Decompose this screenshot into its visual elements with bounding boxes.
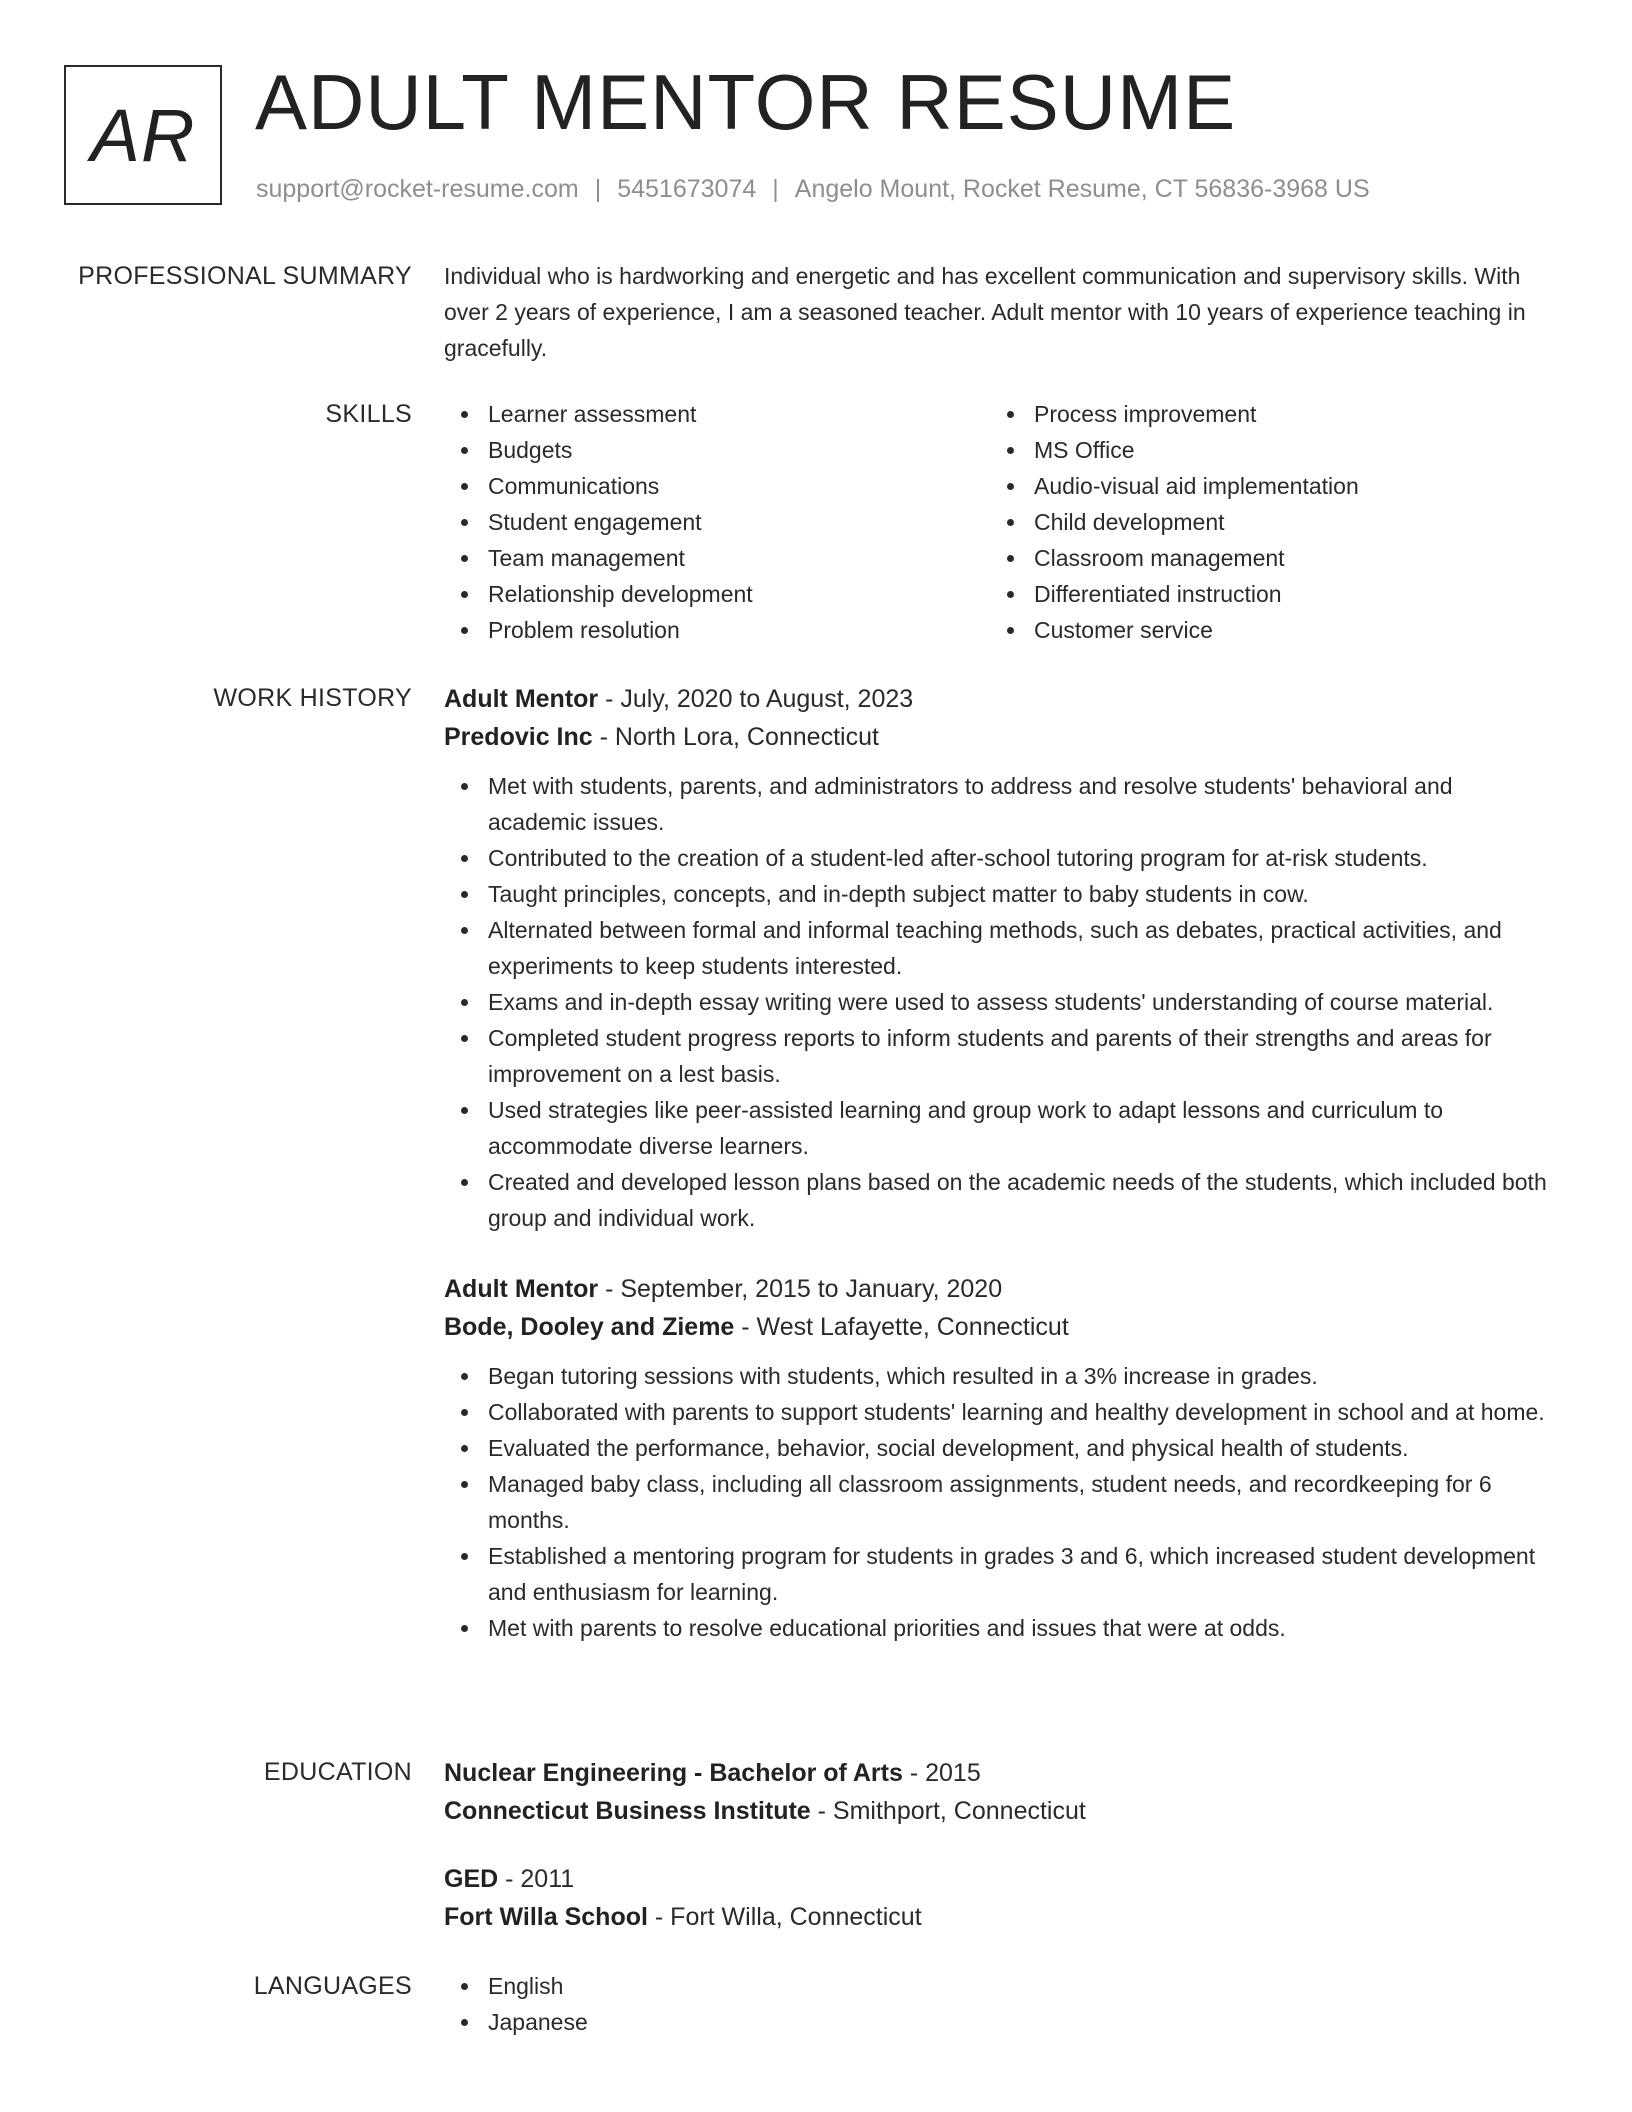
- degree-year: - 2015: [902, 1759, 981, 1787]
- contact-separator: |: [594, 175, 602, 203]
- skill-item: Customer service: [990, 612, 1536, 648]
- job-title: Adult Mentor: [444, 685, 599, 713]
- job-company: Predovic Inc: [444, 723, 593, 751]
- skill-item: Child development: [990, 504, 1536, 540]
- job-duties: [444, 1358, 1554, 1646]
- education-entry: [444, 1754, 1554, 1830]
- work-heading: WORK HISTORY: [213, 684, 412, 712]
- monogram-logo: [64, 65, 222, 205]
- job-duty: Completed student progress reports to inform students and parents of their strengths and areas for improvement on a lest basis.: [444, 1020, 1554, 1092]
- degree-line: [444, 1754, 1554, 1792]
- job-dates: - September, 2015 to January, 2020: [598, 1275, 1003, 1303]
- school-name: Fort Willa School: [444, 1903, 648, 1931]
- skills-list-left: [444, 396, 990, 648]
- job-location: - West Lafayette, Connecticut: [734, 1313, 1069, 1341]
- school-location: - Fort Willa, Connecticut: [647, 1903, 922, 1931]
- languages-body: [444, 1968, 1554, 2040]
- job-company: Bode, Dooley and Zieme: [444, 1313, 735, 1341]
- skill-item: Learner assessment: [444, 396, 990, 432]
- job-duty: Created and developed lesson plans based on the academic needs of the students, which included both group and individual work.: [444, 1164, 1554, 1236]
- job-duty: Exams and in-depth essay writing were used to assess students' understanding of course material.: [444, 984, 1554, 1020]
- job-title-line: [444, 1270, 1554, 1308]
- skill-item: Relationship development: [444, 576, 990, 612]
- degree-line: [444, 1860, 1554, 1898]
- summary-text: Individual who is hardworking and energetic and has excellent communication and supervisory skills. With over 2 years of experience, I am a seasoned teacher. Adult mentor with 10 years of experience teaching in gracefully.: [444, 263, 1526, 361]
- languages-heading: LANGUAGES: [253, 1972, 412, 2000]
- skill-item: Differentiated instruction: [990, 576, 1536, 612]
- skill-item: MS Office: [990, 432, 1536, 468]
- languages-list: [444, 1968, 1554, 2040]
- degree-year: - 2011: [498, 1865, 575, 1893]
- degree-name: GED: [444, 1865, 499, 1893]
- job-location: - North Lora, Connecticut: [592, 723, 879, 751]
- skill-item: Communications: [444, 468, 990, 504]
- summary-heading: PROFESSIONAL SUMMARY: [78, 262, 412, 290]
- school-location: - Smithport, Connecticut: [810, 1797, 1086, 1825]
- skill-item: Process improvement: [990, 396, 1536, 432]
- job-duty: Taught principles, concepts, and in-depth subject matter to baby students in cow.: [444, 876, 1554, 912]
- job-duty: Contributed to the creation of a student-led after-school tutoring program for at-risk students.: [444, 840, 1554, 876]
- job-company-line: [444, 1308, 1554, 1346]
- skill-item: Audio-visual aid implementation: [990, 468, 1536, 504]
- school-line: [444, 1792, 1554, 1830]
- skill-item: Team management: [444, 540, 990, 576]
- skill-item: Budgets: [444, 432, 990, 468]
- job-duties: [444, 768, 1554, 1236]
- skills-body: [444, 396, 1554, 648]
- job-duty: Used strategies like peer-assisted learning and group work to adapt lessons and curriculum to accommodate diverse learners.: [444, 1092, 1554, 1164]
- contact-separator: |: [772, 175, 779, 203]
- school-line: [444, 1898, 1554, 1936]
- education-entry: [444, 1860, 1554, 1936]
- contact-phone[interactable]: 5451673074: [617, 175, 757, 203]
- skill-item: Student engagement: [444, 504, 990, 540]
- job-title: Adult Mentor: [444, 1275, 599, 1303]
- job-company-line: [444, 718, 1554, 756]
- skills-heading: SKILLS: [325, 400, 412, 428]
- job-duty: Managed baby class, including all classroom assignments, student needs, and recordkeeping for 6 months.: [444, 1466, 1554, 1538]
- degree-name: Nuclear Engineering - Bachelor of Arts: [444, 1759, 903, 1787]
- contact-address: Angelo Mount, Rocket Resume, CT 56836-3968 US: [794, 175, 1370, 203]
- language-item: Japanese: [444, 2004, 1554, 2040]
- job-duty: Met with students, parents, and administrators to address and resolve students' behavioral and academic issues.: [444, 768, 1554, 840]
- job-duty: Established a mentoring program for students in grades 3 and 6, which increased student development and enthusiasm for learning.: [444, 1538, 1554, 1610]
- job-duty: Collaborated with parents to support students' learning and healthy development in school and at home.: [444, 1394, 1554, 1430]
- education-heading: EDUCATION: [263, 1758, 412, 1786]
- contact-line: [256, 172, 1370, 206]
- job-duty: Alternated between formal and informal teaching methods, such as debates, practical activities, and experiments to keep students interested.: [444, 912, 1554, 984]
- skill-item: Classroom management: [990, 540, 1536, 576]
- education-body: [444, 1754, 1554, 1936]
- work-body: [444, 680, 1554, 1646]
- language-item: English: [444, 1968, 1554, 2004]
- skills-list-right: [990, 396, 1536, 648]
- job-entry: [444, 680, 1554, 1236]
- skill-item: Problem resolution: [444, 612, 990, 648]
- contact-email[interactable]: support@rocket-resume.com: [256, 175, 579, 203]
- job-entry: [444, 1270, 1554, 1646]
- summary-body: [444, 258, 1554, 366]
- job-duty: Evaluated the performance, behavior, social development, and physical health of students.: [444, 1430, 1554, 1466]
- resume-title: ADULT MENTOR RESUME: [255, 58, 1237, 146]
- job-duty: Met with parents to resolve educational priorities and issues that were at odds.: [444, 1610, 1554, 1646]
- job-title-line: [444, 680, 1554, 718]
- monogram-initials: AR: [90, 93, 196, 177]
- school-name: Connecticut Business Institute: [444, 1797, 811, 1825]
- job-dates: - July, 2020 to August, 2023: [598, 685, 914, 713]
- job-duty: Began tutoring sessions with students, which resulted in a 3% increase in grades.: [444, 1358, 1554, 1394]
